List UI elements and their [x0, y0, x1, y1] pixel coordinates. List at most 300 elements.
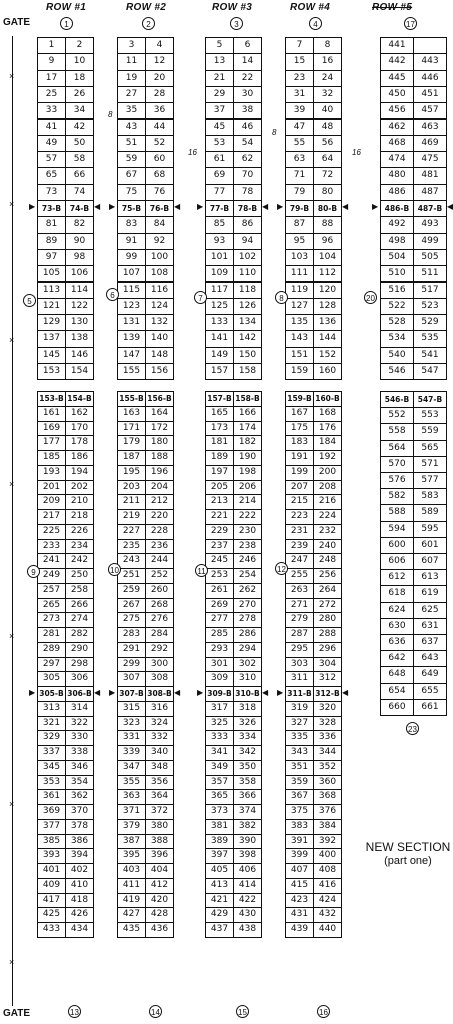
lot-cell: 146 [65, 347, 94, 364]
lot-cell: 93 [205, 233, 234, 250]
lot-cell: 595 [413, 521, 447, 538]
lot-cell: 433 [37, 922, 66, 938]
lot-cell: 301 [205, 657, 234, 673]
lot-cell: 332 [145, 730, 174, 746]
lot-cell: 398 [233, 848, 262, 864]
lot-cell: 5 [205, 37, 234, 54]
lot-cell: 535 [413, 330, 447, 347]
lot-cell: 158-B [233, 391, 262, 407]
lot-cell: 154-B [65, 391, 94, 407]
lot-cell: 33 [37, 102, 66, 119]
lot-cell: 157 [205, 363, 234, 380]
lot-cell: 330 [65, 730, 94, 746]
lot-cell: 53 [205, 135, 234, 152]
bottom-circle-13: 13 [68, 1005, 81, 1018]
lot-cell: 207 [285, 480, 314, 496]
lot-cell: 329 [37, 730, 66, 746]
lot-cell: 365 [205, 789, 234, 805]
fence-post-mark: × [9, 479, 15, 489]
lot-cell: 38 [233, 102, 262, 119]
lot-cell: 19 [117, 70, 146, 87]
lot-cell: 401 [37, 863, 66, 879]
lot-cell: 186 [65, 450, 94, 466]
lot-cell: 159 [285, 363, 314, 380]
lot-cell: 52 [145, 135, 174, 152]
lower-circle-11: 11 [195, 564, 208, 577]
lot-cell: 347 [117, 760, 146, 776]
lot-cell: 308 [145, 671, 174, 687]
marker-arrow-icon: ▶ [372, 202, 379, 211]
lot-cell: 139 [117, 330, 146, 347]
lot-cell: 180 [145, 435, 174, 451]
lot-cell: 462 [380, 119, 414, 136]
lot-cell: 278 [233, 612, 262, 628]
lot-cell: 281 [37, 627, 66, 643]
lot-cell: 185 [37, 450, 66, 466]
lot-cell: 310-B [233, 686, 262, 702]
lot-cell: 164 [145, 406, 174, 422]
lot-cell: 188 [145, 450, 174, 466]
row-header-5: ROW #5 [372, 2, 413, 13]
fence-post-mark: × [9, 799, 15, 809]
bottom-circle-15: 15 [236, 1005, 249, 1018]
lot-cell: 391 [285, 834, 314, 850]
lot-cell: 80 [313, 184, 342, 201]
lot-cell: 265 [37, 598, 66, 614]
lot-cell: 233 [37, 539, 66, 555]
lot-cell: 631 [413, 618, 447, 635]
lot-cell: 409 [37, 878, 66, 894]
lot-cell: 192 [313, 450, 342, 466]
lot-cell: 295 [285, 642, 314, 658]
lot-cell: 128 [313, 298, 342, 315]
lot-cell: 397 [205, 848, 234, 864]
lot-cell: 95 [285, 233, 314, 250]
lot-cell: 582 [380, 488, 414, 505]
marker-arrow-icon: ◀ [342, 202, 349, 211]
lot-cell: 558 [380, 423, 414, 440]
lot-cell: 86 [233, 216, 262, 233]
lot-cell: 414 [233, 878, 262, 894]
lot-cell: 307-B [117, 686, 146, 702]
lot-cell: 432 [313, 907, 342, 923]
lot-cell: 487-B [413, 200, 447, 217]
lot-cell: 348 [145, 760, 174, 776]
lot-cell: 395 [117, 848, 146, 864]
lot-cell: 72 [313, 167, 342, 184]
lot-cell: 56 [313, 135, 342, 152]
lot-cell: 231 [285, 524, 314, 540]
lot-cell: 160 [313, 363, 342, 380]
lot-cell: 245 [205, 553, 234, 569]
lot-cell: 198 [233, 465, 262, 481]
lot-cell: 25 [37, 86, 66, 103]
lot-cell: 428 [145, 907, 174, 923]
lot-cell: 113 [37, 282, 66, 299]
lot-cell: 105 [37, 265, 66, 282]
lot-cell: 45 [205, 119, 234, 136]
lot-cell: 162 [65, 406, 94, 422]
lot-cell: 243 [117, 553, 146, 569]
lot-cell: 321 [37, 716, 66, 732]
lot-cell: 323 [117, 716, 146, 732]
lot-cell: 412 [145, 878, 174, 894]
lot-cell: 124 [145, 298, 174, 315]
lot-cell: 98 [65, 249, 94, 266]
lot-cell: 267 [117, 598, 146, 614]
lot-cell: 7 [285, 37, 314, 54]
lot-cell: 247 [285, 553, 314, 569]
lot-cell: 168 [313, 406, 342, 422]
lot-cell: 405 [205, 863, 234, 879]
lot-cell: 648 [380, 666, 414, 683]
lot-cell: 97 [37, 249, 66, 266]
lot-cell: 133 [205, 314, 234, 331]
lot-cell: 355 [117, 775, 146, 791]
mid-circle-7: 7 [194, 291, 207, 304]
lot-cell: 167 [285, 406, 314, 422]
lot-cell: 42 [65, 119, 94, 136]
lot-cell: 260 [145, 583, 174, 599]
lot-cell: 424 [313, 893, 342, 909]
lot-cell: 505 [413, 249, 447, 266]
lot-cell: 18 [65, 70, 94, 87]
lot-cell: 363 [117, 789, 146, 805]
lot-cell: 189 [205, 450, 234, 466]
lot-cell: 346 [65, 760, 94, 776]
lot-cell: 517 [413, 282, 447, 299]
lot-cell: 221 [205, 509, 234, 525]
lot-cell: 607 [413, 553, 447, 570]
lot-cell: 377 [37, 819, 66, 835]
marker-arrow-icon: ◀ [174, 202, 181, 211]
lot-cell: 304 [313, 657, 342, 673]
lot-cell: 422 [233, 893, 262, 909]
lot-cell: 636 [380, 634, 414, 651]
lot-cell: 480 [380, 167, 414, 184]
row-header-2: ROW #2 [126, 2, 167, 13]
lot-cell: 99 [117, 249, 146, 266]
lot-cell: 618 [380, 585, 414, 602]
lot-cell: 588 [380, 504, 414, 521]
lot-cell: 430 [233, 907, 262, 923]
lot-cell: 246 [233, 553, 262, 569]
lot-cell: 70 [233, 167, 262, 184]
lot-cell: 269 [205, 598, 234, 614]
lot-cell: 209 [37, 494, 66, 510]
lot-cell: 237 [205, 539, 234, 555]
lot-cell: 547 [413, 363, 447, 380]
lot-cell: 337 [37, 745, 66, 761]
row-header-1: ROW #1 [46, 2, 87, 13]
lot-cell: 366 [233, 789, 262, 805]
lot-cell: 112 [313, 265, 342, 282]
lot-cell: 279 [285, 612, 314, 628]
lot-cell: 104 [313, 249, 342, 266]
lot-cell: 643 [413, 650, 447, 667]
lot-cell: 127 [285, 298, 314, 315]
marker-arrow-icon: ◀ [447, 202, 453, 211]
lot-cell: 443 [413, 53, 447, 70]
lot-cell: 78 [233, 184, 262, 201]
lot-cell: 160-B [313, 391, 342, 407]
lot-cell: 324 [145, 716, 174, 732]
lot-cell: 117 [205, 282, 234, 299]
lot-cell: 201 [37, 480, 66, 496]
lot-cell: 606 [380, 553, 414, 570]
lot-cell: 334 [233, 730, 262, 746]
lot-cell: 418 [65, 893, 94, 909]
marker-arrow-icon: ▶ [197, 202, 204, 211]
lot-cell: 256 [313, 568, 342, 584]
lot-cell: 166 [233, 406, 262, 422]
lot-cell: 110 [233, 265, 262, 282]
marker-arrow-icon: ◀ [262, 688, 269, 697]
lot-cell: 273 [37, 612, 66, 628]
lot-cell: 288 [313, 627, 342, 643]
lot-cell: 352 [313, 760, 342, 776]
lot-cell: 15 [285, 53, 314, 70]
lot-cell: 276 [145, 612, 174, 628]
lot-cell: 619 [413, 585, 447, 602]
lot-cell: 655 [413, 683, 447, 700]
lot-cell: 34 [65, 102, 94, 119]
lot-cell: 435 [117, 922, 146, 938]
lot-cell: 251 [117, 568, 146, 584]
lot-cell: 338 [65, 745, 94, 761]
lot-cell: 80-B [313, 200, 342, 217]
lot-cell: 91 [117, 233, 146, 250]
row-circle-2: 2 [142, 17, 155, 30]
lot-cell: 310 [233, 671, 262, 687]
marker-arrow-icon: ▶ [29, 688, 36, 697]
lot-cell: 87 [285, 216, 314, 233]
lot-cell: 50 [65, 135, 94, 152]
lot-cell: 193 [37, 465, 66, 481]
lot-cell: 161 [37, 406, 66, 422]
lot-cell: 141 [205, 330, 234, 347]
lot-cell: 314 [65, 701, 94, 717]
lot-cell: 174 [233, 421, 262, 437]
lot-cell: 131 [117, 314, 146, 331]
lot-cell: 28 [145, 86, 174, 103]
lot-cell: 419 [117, 893, 146, 909]
lot-cell: 534 [380, 330, 414, 347]
lot-cell: 35 [117, 102, 146, 119]
lot-cell: 350 [233, 760, 262, 776]
lot-cell: 191 [285, 450, 314, 466]
lower-circle-10: 10 [108, 563, 121, 576]
lot-cell: 328 [313, 716, 342, 732]
lot-cell: 135 [285, 314, 314, 331]
lot-cell: 69 [205, 167, 234, 184]
marker-arrow-icon: ▶ [29, 202, 36, 211]
lot-cell: 23 [285, 70, 314, 87]
lot-cell: 100 [145, 249, 174, 266]
lot-cell: 445 [380, 70, 414, 87]
lot-cell: 152 [313, 347, 342, 364]
lot-cell: 187 [117, 450, 146, 466]
lot-cell: 642 [380, 650, 414, 667]
lot-cell: 382 [233, 819, 262, 835]
marker-arrow-icon: ▶ [277, 688, 284, 697]
lot-cell: 253 [205, 568, 234, 584]
lot-cell: 317 [205, 701, 234, 717]
lot-cell: 387 [117, 834, 146, 850]
lot-cell: 311-B [285, 686, 314, 702]
lot-cell: 208 [313, 480, 342, 496]
lot-cell: 36 [145, 102, 174, 119]
lot-cell: 394 [65, 848, 94, 864]
lot-cell: 71 [285, 167, 314, 184]
lot-cell: 83 [117, 216, 146, 233]
lot-cell: 624 [380, 602, 414, 619]
lot-cell: 367 [285, 789, 314, 805]
lot-cell: 522 [380, 298, 414, 315]
lot-cell: 326 [233, 716, 262, 732]
lot-cell: 82 [65, 216, 94, 233]
lot-cell: 114 [65, 282, 94, 299]
lot-cell: 39 [285, 102, 314, 119]
lot-cell: 262 [233, 583, 262, 599]
lot-cell: 565 [413, 440, 447, 457]
lot-cell: 529 [413, 314, 447, 331]
lot-cell: 6 [233, 37, 262, 54]
lot-cell: 55 [285, 135, 314, 152]
lot-cell: 17 [37, 70, 66, 87]
lot-cell: 625 [413, 602, 447, 619]
lot-cell [413, 37, 447, 54]
lot-cell: 423 [285, 893, 314, 909]
lot-cell: 438 [233, 922, 262, 938]
lot-cell: 257 [37, 583, 66, 599]
lot-cell: 264 [313, 583, 342, 599]
row-header-4: ROW #4 [290, 2, 331, 13]
lot-cell: 130 [65, 314, 94, 331]
lot-cell: 8 [313, 37, 342, 54]
lot-cell: 336 [313, 730, 342, 746]
lot-cell: 212 [145, 494, 174, 510]
row-circle-17: 17 [404, 17, 417, 30]
lot-cell: 559 [413, 423, 447, 440]
lot-cell: 577 [413, 472, 447, 489]
gate-label-bottom: GATE [3, 1008, 31, 1019]
lot-cell: 300 [145, 657, 174, 673]
lot-cell: 523 [413, 298, 447, 315]
lot-cell: 322 [65, 716, 94, 732]
lot-cell: 27 [117, 86, 146, 103]
lot-cell: 316 [145, 701, 174, 717]
lot-cell: 280 [313, 612, 342, 628]
bottom-circle-16: 16 [317, 1005, 330, 1018]
lot-cell: 197 [205, 465, 234, 481]
lot-cell: 427 [117, 907, 146, 923]
lot-cell: 361 [37, 789, 66, 805]
lot-cell: 136 [313, 314, 342, 331]
row-side-label: 16 [352, 148, 361, 157]
lot-cell: 570 [380, 456, 414, 473]
lot-cell: 249 [37, 568, 66, 584]
lot-cell: 155-B [117, 391, 146, 407]
lot-cell: 147 [117, 347, 146, 364]
lot-cell: 411 [117, 878, 146, 894]
fence-post-mark: × [9, 335, 15, 345]
marker-arrow-icon: ◀ [94, 202, 101, 211]
lot-cell: 37 [205, 102, 234, 119]
lot-cell: 481 [413, 167, 447, 184]
lot-cell: 143 [285, 330, 314, 347]
lot-cell: 287 [285, 627, 314, 643]
lot-cell: 202 [65, 480, 94, 496]
lot-cell: 649 [413, 666, 447, 683]
lot-cell: 66 [65, 167, 94, 184]
lot-cell: 172 [145, 421, 174, 437]
lot-cell: 293 [205, 642, 234, 658]
row-side-label: 8 [108, 110, 113, 119]
lot-cell: 381 [205, 819, 234, 835]
lot-cell: 2 [65, 37, 94, 54]
lot-cell: 190 [233, 450, 262, 466]
lot-cell: 206 [233, 480, 262, 496]
lot-cell: 235 [117, 539, 146, 555]
lot-cell: 368 [313, 789, 342, 805]
lot-cell: 171 [117, 421, 146, 437]
lot-cell: 169 [37, 421, 66, 437]
lot-cell: 340 [145, 745, 174, 761]
marker-arrow-icon: ◀ [94, 688, 101, 697]
lot-cell: 417 [37, 893, 66, 909]
gate-label-top: GATE [3, 17, 31, 28]
lot-cell: 184 [313, 435, 342, 451]
lot-cell: 283 [117, 627, 146, 643]
lot-cell: 492 [380, 216, 414, 233]
lot-cell: 58 [65, 151, 94, 168]
lot-cell: 24 [313, 70, 342, 87]
new-section-title: NEW SECTION [365, 840, 451, 854]
lot-cell: 107 [117, 265, 146, 282]
lot-cell: 601 [413, 537, 447, 554]
lot-cell: 291 [117, 642, 146, 658]
lot-cell: 170 [65, 421, 94, 437]
lot-cell: 22 [233, 70, 262, 87]
lot-cell: 286 [233, 627, 262, 643]
lot-cell: 153-B [37, 391, 66, 407]
lot-cell: 354 [65, 775, 94, 791]
lot-cell: 132 [145, 314, 174, 331]
lot-cell: 156 [145, 363, 174, 380]
lot-cell: 266 [65, 598, 94, 614]
lot-cell: 475 [413, 151, 447, 168]
lot-cell: 583 [413, 488, 447, 505]
lot-cell: 182 [233, 435, 262, 451]
lot-cell: 129 [37, 314, 66, 331]
lot-cell: 600 [380, 537, 414, 554]
lot-cell: 637 [413, 634, 447, 651]
lot-cell: 327 [285, 716, 314, 732]
lot-cell: 43 [117, 119, 146, 136]
lot-cell: 203 [117, 480, 146, 496]
lot-cell: 76-B [145, 200, 174, 217]
lot-cell: 151 [285, 347, 314, 364]
lot-cell: 271 [285, 598, 314, 614]
lot-cell: 200 [313, 465, 342, 481]
marker-arrow-icon: ▶ [197, 688, 204, 697]
lot-cell: 353 [37, 775, 66, 791]
lot-cell: 442 [380, 53, 414, 70]
lot-cell: 199 [285, 465, 314, 481]
lot-cell: 342 [233, 745, 262, 761]
lot-cell: 425 [37, 907, 66, 923]
